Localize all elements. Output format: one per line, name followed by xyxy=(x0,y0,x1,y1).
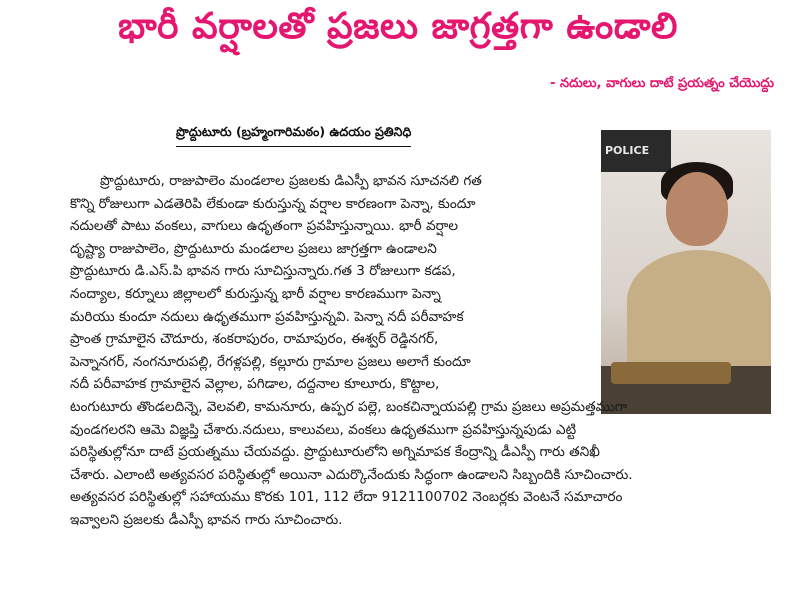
article-line: చేశారు. ఎలాంటి అత్యవసర పరిస్థితుల్లో అయినా ఎదుర్కొనేందుకు సిద్ధంగా ఉండాలని సిబ్బందికి సూచించారు. xyxy=(70,466,633,483)
article-line: నంద్యాల, కర్నూలు జిల్లాలలో కురుస్తున్న భారీ వర్షాల కారణముగా పెన్నా xyxy=(70,285,441,302)
article-line: ఇవ్వాలని ప్రజలకు డీఎస్పీ భావన గారు సూచించారు. xyxy=(70,511,343,528)
article-line: ప్రొద్దుటూరు, రాజుపాలెం మండలాల ప్రజలకు డిఎస్పీ భావన సూచనలి గత xyxy=(100,173,482,189)
article-line: నదులతో పాటు వంకలు, వాగులు ఉధృతంగా ప్రవహిస్తున్నాయి. భారీ వర్షాల xyxy=(70,218,459,235)
article-line: పరిస్థితుల్లోనూ దాటే ప్రయత్నము చేయవద్దు. ప్రొద్దుటూరులోని అగ్నిమాపక కేంద్రాన్ని డీఎస్పీ గారు తనిఖీ xyxy=(70,444,600,461)
article-line: మరియు కుందూ నదులు ఉధృతముగా ప్రవహిస్తున్నవి. పెన్నా నదీ పరీవాహక xyxy=(70,308,464,325)
police-sign-text: POLICE xyxy=(605,144,650,157)
article-body xyxy=(70,170,776,532)
police-sign xyxy=(601,130,671,172)
article-line: పెన్నానగర్, నంగనూరుపల్లి, రేగళ్లపల్లి, కల్లూరు గ్రామాల ప్రజలు అలాగే కుందూ xyxy=(70,353,471,370)
article-line: దృష్ట్యా రాజుపాలెం, ప్రొద్దుటూరు మండలాల ప్రజలు జాగ్రత్తగా ఉండాలని xyxy=(70,240,437,257)
article-line: అత్యవసర పరిస్థితుల్లో సహాయము కొరకు 101, 112 లేదా 9121100702 నెంబర్లకు వెంటనే సమాచారం xyxy=(70,489,623,506)
headline: భారీ వర్షాలతో ప్రజలు జాగ్రత్తగా ఉండాలి xyxy=(118,6,678,47)
article-line: నదీ పరీవాహక గ్రామాలైన వెల్లాల, పగిడాల, దద్దనాల కూలూరు, కొట్టాల, xyxy=(70,376,440,393)
subheadline: - నదులు, వాగులు దాటే ప్రయత్నం చేయొద్దు xyxy=(550,76,774,91)
article-line: కొన్ని రోజులుగా ఎడతెరిపి లేకుండా కురుస్తున్న వర్షాల కారణంగా పెన్నా, కుందూ xyxy=(70,195,476,212)
next-headline-cropped xyxy=(150,582,650,594)
dateline: ప్రొద్దుటూరు (బ్రహ్మంగారిమఠం) ఉదయం ప్రతినిధి xyxy=(176,124,411,147)
article-line: వుండగలరని ఆమె విజ్ఞప్తి చేశారు.నదులు, కాలువలు, వంకలు ఉధృతముగా ప్రవహిస్తున్నపుడు ఎట్టి xyxy=(70,421,577,438)
article-line: ప్రాంత గ్రామాలైన చౌదూరు, శంకరాపురం, రామాపురం, ఈశ్వర్ రెడ్డినగర్, xyxy=(70,331,439,348)
article-line: టంగుటూరు తొండలదిన్నె, వెలవలి, కామనూరు, ఉప్పర పల్లె, బంకచిన్నాయపల్లి గ్రామ ప్రజలు అప్రమత్తముగా xyxy=(70,398,628,415)
article-line: ప్రొద్దుటూరు డి.ఎస్.పి భావన గారు సూచిస్తున్నారు.గత 3 రోజులుగా కడప, xyxy=(70,263,456,280)
